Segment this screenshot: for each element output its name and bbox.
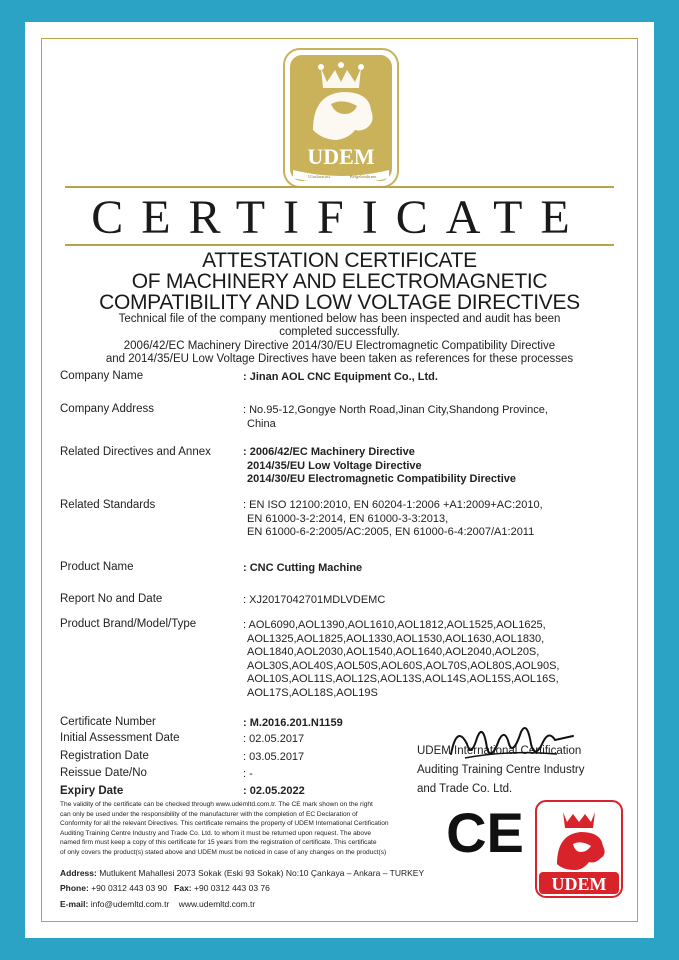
contact-address (60, 868, 424, 878)
expiry-date-value: : 02.05.2022 (243, 785, 305, 797)
registered-mark: ® (375, 63, 381, 72)
issuer-line-2: Auditing Training Centre Industry (417, 764, 585, 776)
validity-line-4: Auditing Training Centre Industry and Trade Co. Ltd. to whom it must be returned upon request. The above (60, 829, 372, 837)
company-name-value: : Jinan AOL CNC Equipment Co., Ltd. (243, 371, 438, 383)
certificate-number-value: : M.2016.201.N1159 (243, 717, 343, 729)
validity-line-5: named firm must keep a copy of this certificate for 15 years from the registration of certificate. This certificate (60, 839, 377, 846)
validity-line-2: can only be used under the responsibility of the manufacturer with the completion of EC Declaration of (60, 810, 358, 818)
registration-date-label: Registration Date (60, 750, 149, 762)
fax-value: +90 0312 443 03 76 (194, 883, 270, 893)
address-value: Mutlukent Mahallesi 2073 Sokak (Eski 93 Sokak) No:10 Çankaya – Ankara – TURKEY (99, 868, 425, 878)
certificate-number-label: Certificate Number (60, 716, 156, 728)
standards-value (243, 499, 543, 540)
attestation-line-2: OF MACHINERY AND ELECTROMAGNETIC (131, 270, 548, 293)
registration-date-value: : 03.05.2017 (243, 751, 305, 763)
models-line-4: AOL30S,AOL40S,AOL50S,AOL60S,AOL70S,AOL80S,AOL90S, (247, 659, 560, 672)
udem-logo-gold (283, 48, 399, 188)
title-rule-top (65, 186, 614, 188)
fax-label: Fax: (174, 883, 192, 893)
models-line-5: AOL10S,AOL11S,AOL12S,AOL13S,AOL14S,AOL15S,AOL16S, (247, 673, 559, 685)
contact-email-web (60, 899, 255, 909)
intro-line-4: and 2014/35/EU Low Voltage Directives have been taken as references for these processes (105, 353, 574, 365)
email-link[interactable]: info@udemltd.com.tr (90, 899, 170, 909)
logo-ribbon-left: Uluslararası (308, 174, 330, 179)
reissue-date-label: Reissue Date/No (60, 767, 147, 779)
intro-line-3: 2006/42/EC Machinery Directive 2014/30/EU Electromagnetic Compatibility Directive (123, 340, 556, 352)
reissue-date-value: : - (243, 768, 253, 780)
svg-text:UDEM: UDEM (551, 874, 607, 894)
address-label: Address: (60, 868, 97, 878)
company-address-label: Company Address (60, 403, 154, 415)
udem-logo-red (535, 800, 623, 898)
models-line-1: : AOL6090,AOL1390,AOL1610,AOL1812,AOL1525,AOL1625, (243, 619, 546, 631)
certificate-title: CERTIFICATE (91, 191, 588, 244)
certificate-sheet (25, 22, 654, 938)
product-name-label: Product Name (60, 561, 134, 573)
company-address-line-1: : No.95-12,Gongye North Road,Jinan City,Shandong Province, (243, 404, 548, 416)
directives-value (243, 446, 516, 487)
attestation-line-3: COMPATIBILITY AND LOW VOLTAGE DIRECTIVES (99, 291, 580, 314)
company-address-line-2: China (247, 417, 276, 430)
directives-label: Related Directives and Annex (60, 446, 211, 458)
report-no-value: : XJ2017042701MDLVDEMC (243, 594, 386, 606)
logo-brand-text: UDEM (307, 144, 375, 169)
phone-value: +90 0312 443 03 90 (91, 883, 168, 893)
validity-line-6: of only covers the product(s) stated above and UDEM must be noticed in case of any changes on the product(s) (60, 848, 387, 856)
issuer-line-1: UDEM International Certification (417, 745, 582, 757)
phone-label: Phone: (60, 883, 89, 893)
models-value (243, 619, 559, 700)
issuer-line-3: and Trade Co. Ltd. (417, 783, 513, 795)
models-line-3: AOL1840,AOL2030,AOL1540,AOL1640,AOL2040,AOL20S, (247, 646, 540, 658)
standards-line-2: EN 61000-3-2:2014, EN 61000-3-3:2013, (247, 512, 449, 525)
ce-mark-icon (445, 802, 525, 862)
intro-line-2: completed successfully. (279, 326, 400, 338)
signature (447, 714, 577, 770)
title-rule-bottom (65, 244, 614, 246)
models-line-2: AOL1325,AOL1825,AOL1330,AOL1530,AOL1630,AOL1830, (247, 632, 545, 645)
report-no-label: Report No and Date (60, 593, 163, 605)
website-link[interactable]: www.udemltd.com.tr (178, 899, 256, 909)
email-label: E-mail: (60, 899, 89, 909)
validity-note (60, 800, 448, 857)
standards-line-3: EN 61000-6-2:2005/AC:2005, EN 61000-6-4:2007/A1:2011 (247, 526, 535, 538)
directive-line-1: : 2006/42/EC Machinery Directive (243, 446, 415, 458)
standards-label: Related Standards (60, 499, 156, 511)
initial-assessment-label: Initial Assessment Date (60, 732, 180, 744)
validity-line-1: The validity of the certificate can be checked through www.udemltd.com.tr. The CE mark shown on the right (60, 801, 373, 808)
standards-line-1: : EN ISO 12100:2010, EN 60204-1:2006 +A1:2009+AC:2010, (243, 499, 543, 511)
logo-ribbon-right: Belgelendirme (349, 174, 377, 179)
attestation-line-1: ATTESTATION CERTIFICATE (202, 249, 477, 272)
product-name-value: : CNC Cutting Machine (243, 562, 363, 574)
contact-phone-fax (60, 883, 270, 893)
validity-line-3: Conformity for all the relevant Directives. This certificate remains the property of UDEM International Certification (60, 820, 389, 827)
expiry-date-label: Expiry Date (60, 785, 124, 797)
company-name-label: Company Name (60, 370, 144, 382)
directive-line-2: 2014/35/EU Low Voltage Directive (247, 459, 422, 472)
models-label: Product Brand/Model/Type (60, 618, 197, 630)
company-address-value (243, 404, 548, 431)
directive-line-3: 2014/30/EU Electromagnetic Compatibility Directive (247, 473, 516, 485)
models-line-6: AOL17S,AOL18S,AOL19S (247, 686, 378, 699)
initial-assessment-value: : 02.05.2017 (243, 733, 305, 745)
svg-text:CE: CE (446, 802, 524, 862)
intro-line-1: Technical file of the company mentioned below has been inspected and audit has been (118, 313, 561, 325)
